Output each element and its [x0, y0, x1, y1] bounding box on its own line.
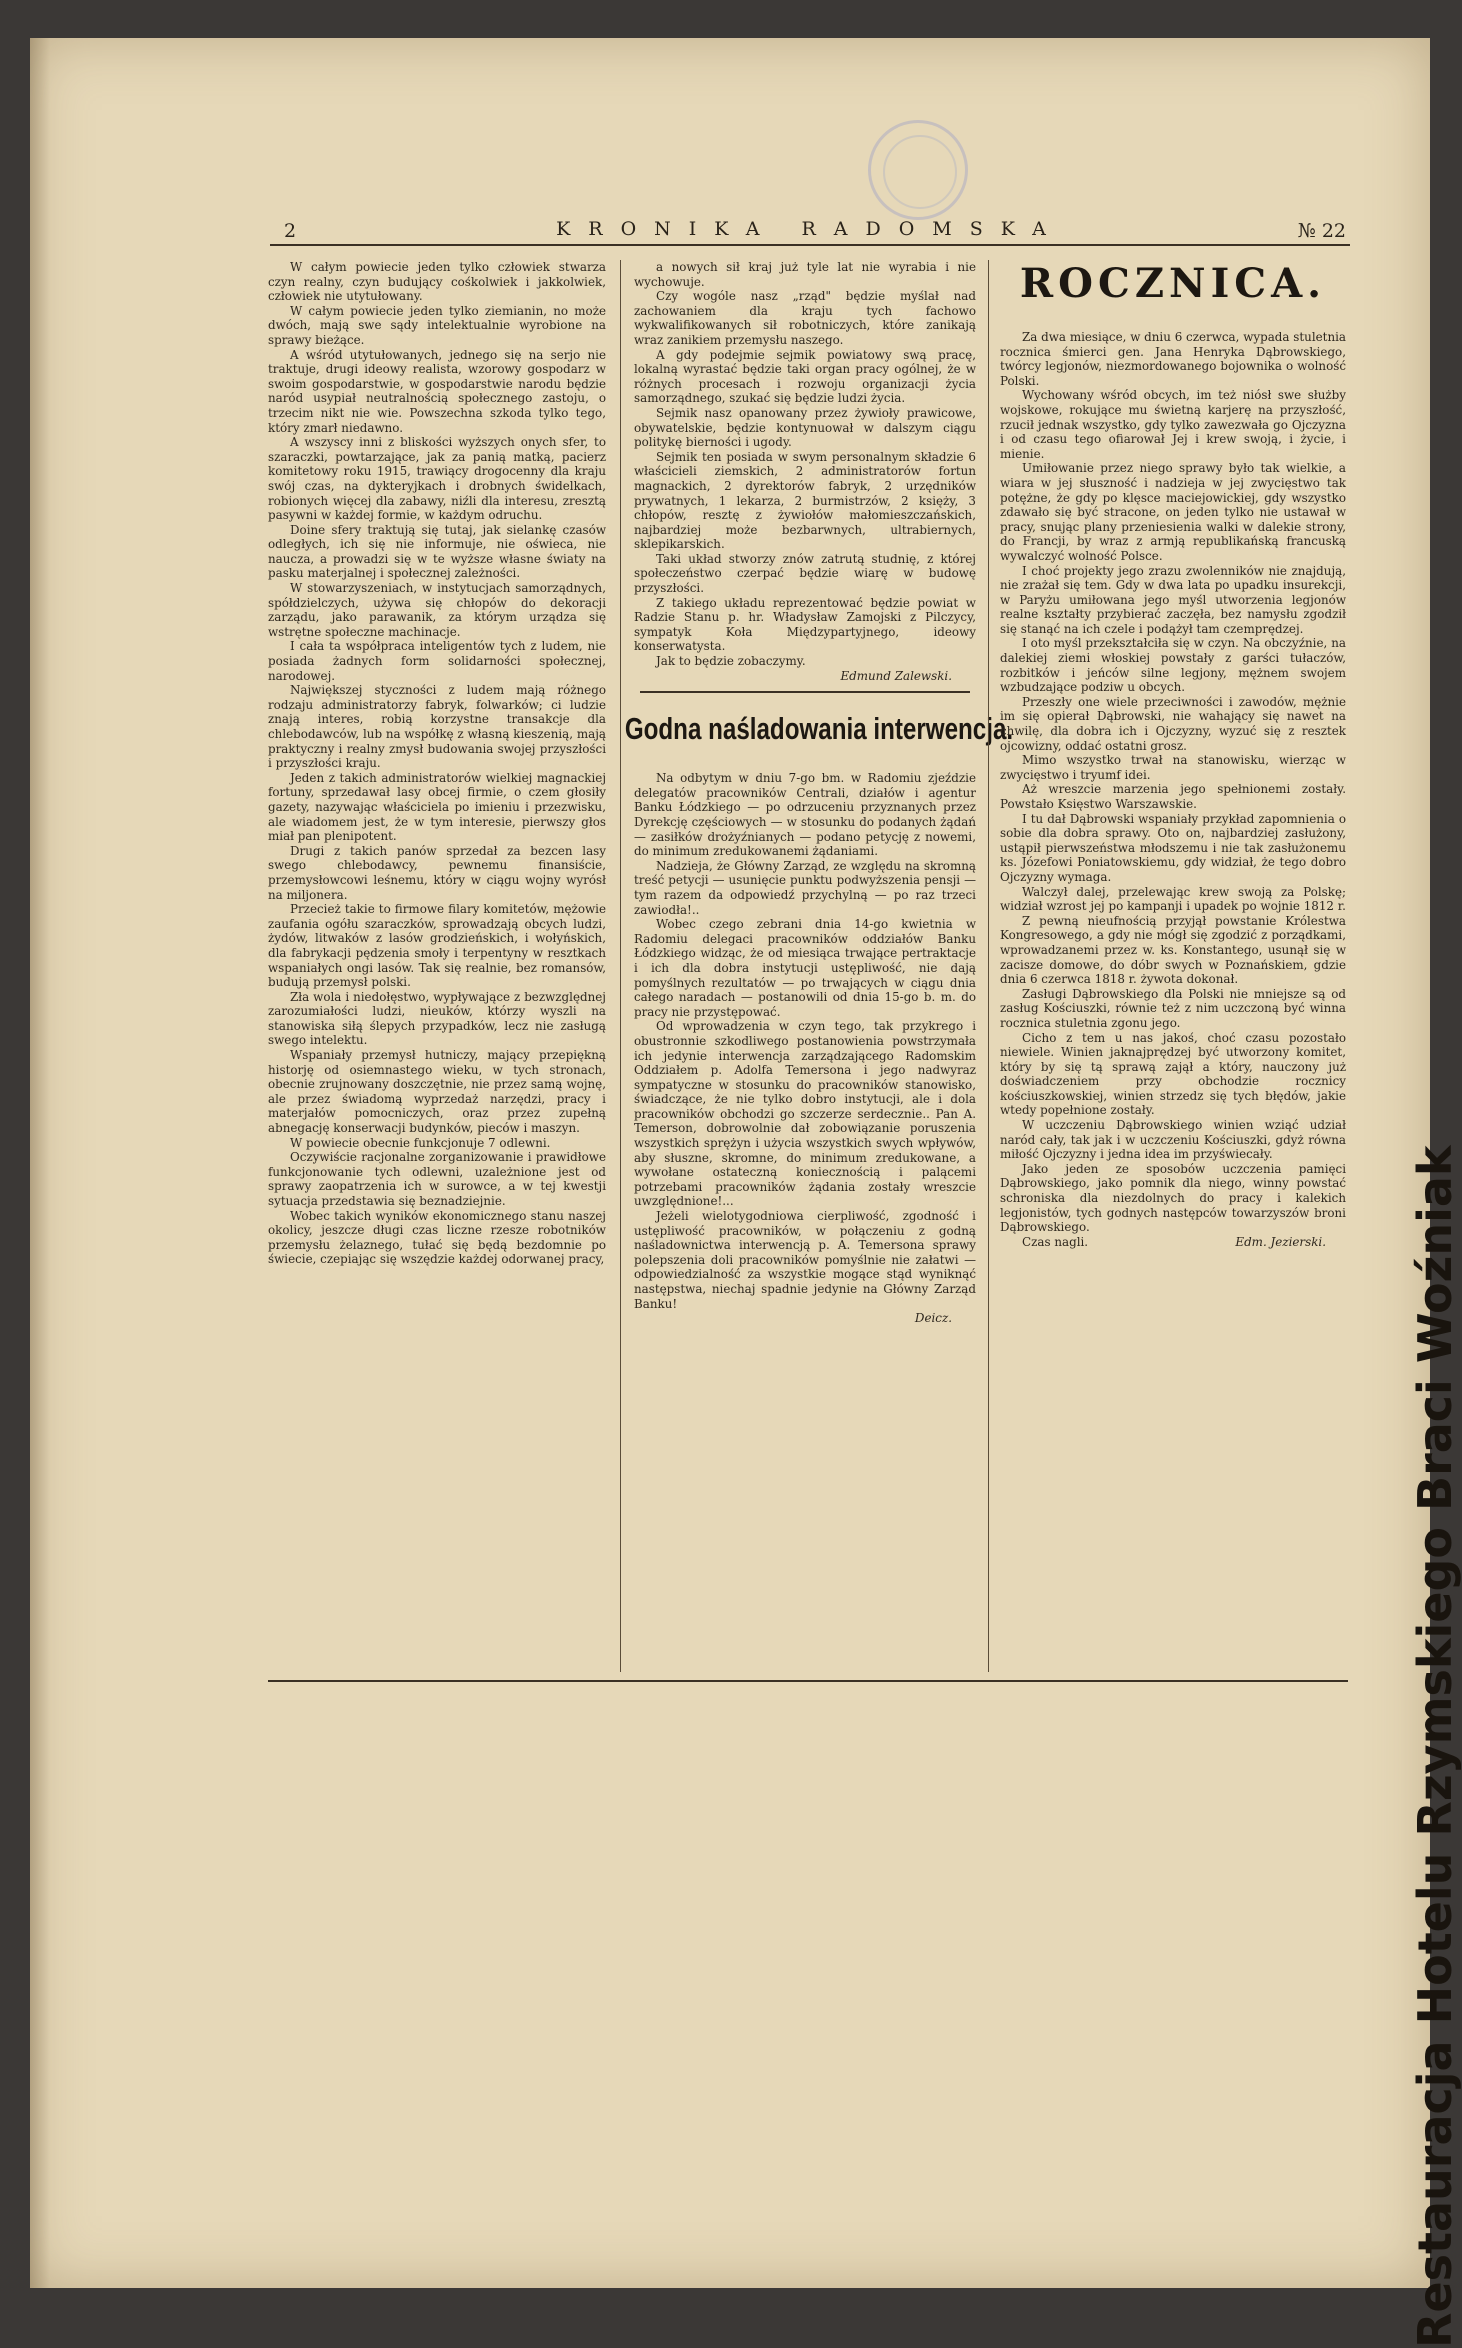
article-signature: Deicz.	[914, 1311, 952, 1326]
paragraph: W powiecie obecnie funkcjonuje 7 odlewni.	[290, 1135, 551, 1150]
paragraph: Od wprowadzenia w czyn tego, tak przykrego i obustronnie szkodliwego postanowienia powstrzymała ich jedynie interwencja zarządzającego Radomskim Oddziałem p. Adolfa Temersona i jego nadwyraz sympatyczne w stosunku do pracowników stanowisko, świadczące, że nie tylko dobro instytucji, ale i dola pracowników obchodzi go szczerze serdecznie.. Pan A. Temerson, dobrowolnie dał zobowiązanie poruszenia wszystkich sprężyn i użycia wszystkich swych wpływów, aby słuszne, skromne, do minimum zredukowane, a wywołane ostateczną koniecznością i palącemi potrzebami pracowników żądania zostały wreszcie uwzględnione!...	[634, 1019, 976, 1209]
paragraph: Oczywiście racjonalne zorganizowanie i prawidłowe funkcjonowanie tych odlewni, uzależnione jest od sprawy zaopatrzenia ich w surowce, a w tej kwestji sytuacja przedstawia się beznadziejnie.	[268, 1150, 606, 1208]
article-separator	[640, 691, 970, 693]
paragraph: I oto myśl przekształciła się w czyn. Na obczyźnie, na dalekiej ziemi włoskiej powstały z garści tułaczów, rozbitków i jeńców silne legjony, mężnem swojem wzbudzające podziw u obcych.	[1000, 636, 1346, 695]
column-divider	[620, 260, 621, 1672]
article-signature: Edmund Zalewski.	[840, 668, 952, 683]
paragraph: Jeżeli wielotygodniowa cierpliwość, zgodność i ustępliwość pracowników, w połączeniu z godną naśladownictwa interwencją p. A. Temersona sprawy polepszenia doli pracowników pomyślnie nie załatwi — odpowiedzialność za wszystkie mogące stąd wyniknąć następstwa, niechaj spadnie jedynie na Główny Zarząd Banku!	[634, 1209, 976, 1311]
column-middle	[624, 260, 1014, 1680]
paragraph: Największej styczności z ludem mają różnego rodzaju administratorzy fabryk, folwarków; ci ludzie znają interes, robią korzystne transakcje dla chlebodawców, lub na współkę z własną kieszenią, mają praktyczny i realny zmysł budowania swojej przyszłości i przyszłości kraju.	[268, 683, 606, 771]
paragraph: Zasługi Dąbrowskiego dla Polski nie mniejsze są od zasług Kościuszki, równie też z nim uczczoną być winna rocznica stuletnia zgonu jego.	[1000, 986, 1346, 1030]
running-head	[270, 218, 1350, 246]
paragraph: a nowych sił kraj już tyle lat nie wyrabia i nie wychowuje.	[634, 260, 976, 289]
paragraph: W całym powiecie jeden tylko ziemianin, no może dwóch, mają swe sądy intelektualnie wyrobione na sprawy bieżące.	[268, 303, 606, 347]
paragraph: A wszyscy inni z bliskości wyższych onych sfer, to szaraczki, powtarzające, jak za panią matką, pacierz komitetowy roku 1915, trawiący drogocenny dla kraju swój czas, na dykteryjkach i drobnych świdelkach, robionych więcej dla zabawy, niźli dla interesu, zresztą pasywni w każdej formie, w każdym odruchu.	[268, 435, 606, 523]
page-number: 2	[284, 220, 297, 242]
paragraph: I cała ta współpraca inteligentów tych z ludem, nie posiada żadnych form solidarności społecznej, narodowej.	[268, 639, 606, 683]
paragraph: Doine sfery traktują się tutaj, jak sielankę czasów odległych, ich się nie informuje, nie oświeca, nie naucza, a prowadzi się w te wyższe własne światy na pasku materjalnej i społecznej zależności.	[268, 522, 606, 581]
article-headline: Godna naśladowania interwencja.	[624, 711, 1014, 747]
paragraph: Przecież takie to firmowe filary komitetów, mężowie zaufania ogółu szaraczków, sprowadzają obcych ludzi, żydów, litwaków z lasów grodzieńskich, i wołyńskich, dla fabrykacji pędzenia smoły i terpentyny w resztkach wspaniałych ongi lasów. Tak się realnie, bez romansów, budują przemysł polski.	[268, 902, 606, 990]
column-divider	[988, 260, 989, 1672]
paragraph: Wychowany wśród obcych, im też niósł swe służby wojskowe, rokujące mu świetną karjerę na przyszłość, rzucił jednak wszystko, gdy tylko zawezwała go Ojczyzna i od czasu tego ofiarował Jej i krew swoją, i życie, i mienie.	[1000, 388, 1346, 461]
issue-number: № 22	[1297, 220, 1346, 242]
paragraph: W całym powiecie jeden tylko człowiek stwarza czyn realny, czyn budujący cośkolwiek i jakkolwiek, człowiek nie utytułowany.	[268, 260, 606, 304]
closing-text: Czas nagli.	[1022, 1234, 1089, 1249]
paragraph: Przeszły one wiele przeciwności i zawodów, mężnie im się opierał Dąbrowski, nie wahający się nawet na chwilę, dla dobra ich i Ojczyzny, wyzuć się z resztek ojcowizny, oddać ostatni grosz.	[1000, 694, 1346, 753]
paragraph: Walczył dalej, przelewając krew swoją za Polskę; widział wzrost jej po kampanji i upadek po wojnie 1812 r.	[1000, 884, 1346, 914]
paragraph: Jak to będzie zobaczymy.	[656, 654, 806, 669]
paragraph: Jako jeden ze sposobów uczczenia pamięci Dąbrowskiego, jako pomnik dla niego, winny powstać schroniska dla niezdolnych do pracy i kalekich legjonistów, tych godnych następców towarzyszów broni Dąbrowskiego.	[1000, 1161, 1346, 1235]
paragraph: Jeden z takich administratorów wielkiej magnackiej fortuny, sprzedawał lasy obcej firmie, o czem głosiły gazety, nazywając właściciela po imieniu i przezwisku, ale wiadomem jest, że w tym interesie, pierwszy głos miał pan plenipotent.	[268, 770, 606, 844]
paper-title: KRONIKA RADOMSKA	[556, 218, 1064, 240]
article-headline: ROCZNICA.	[1019, 260, 1327, 307]
paragraph: W stowarzyszeniach, w instytucjach samorządnych, spółdzielczych, używa się chłopów do dekoracji zarządu, jako parawanik, za którym urządza się wstrętne społeczne machinacje.	[268, 581, 606, 639]
column-right	[1000, 260, 1346, 1680]
paragraph: Wobec takich wyników ekonomicznego stanu naszej okolicy, jeszcze długi czas liczne rzesze robotników przemysłu żelaznego, tułać się będą bezdomnie po świecie, czepiając się wszędzie każdej odorwanej pracy,	[268, 1208, 606, 1267]
paragraph: Wspaniały przemysł hutniczy, mający przepiękną historję od osiemnastego wieku, w tych stronach, obecnie zrujnowany doszczętnie, nie przez samą wojnę, ale przez świadomą wyprzedaż narzędzi, pracy i materjałów pomocniczych, oraz przez zupełną abnegację konserwacji budynków, pieców i maszyn.	[268, 1048, 606, 1136]
paragraph: A wśród utytułowanych, jednego się na serjo nie traktuje, drugi ideowy realista, wzorowy gospodarz w swoim gospodarstwie, w gospodarstwie narodu będzie naród usypiał neutralnością społecznego zastoju, o trzecim nikt nie wie. Powszechna szkoda tylko tego, który zmarł niedawno.	[268, 347, 606, 435]
column-left	[268, 260, 606, 1680]
paragraph: Czy wogóle nasz „rząd" będzie myślał nad zachowaniem dla kraju tych fachowo wykwalifikowanych sił robotniczych, które zanikają wraz zanikiem przemysłu naszego.	[634, 289, 976, 347]
article-body	[634, 771, 976, 1326]
paragraph: Drugi z takich panów sprzedał za bezcen lasy swego chlebodawcy, pewnemu finansiście, przemysłowcowi leśnemu, który w ciągu wojny wyrósł na miljonera.	[268, 843, 606, 902]
paragraph: Sejmik ten posiada w swym personalnym składzie 6 właścicieli ziemskich, 2 administratorów fortun magnackich, 2 dyrektorów fabryk, 2 urzędników prywatnych, 1 lekarza, 2 burmistrzów, 2 księży, 3 chłopów, resztę z żywiołów małomieszczańskich, najbardziej może bezbarwnych, ultrabiernych, sklepikarskich.	[634, 449, 976, 552]
paragraph: I choć projekty jego zrazu zwolenników nie znajdują, nie zrażał się tem. Gdy w dwa lata po upadku insurekcji, w Paryżu umiłowana jego myśl utworzenia legjonów realne kształty przybierać zaczęła, bez namysłu zgodził się stanąć na ich czele i podążył tam czemprędzej.	[1000, 563, 1346, 636]
side-headline-vertical: Restauracja Hotelu Rzymskiego Braci Woźniak	[1408, 1145, 1462, 2348]
newspaper-page	[30, 38, 1462, 2348]
paragraph: Za dwa miesiące, w dniu 6 czerwca, wypada stuletnia rocznica śmierci gen. Jana Henryka Dąbrowskiego, twórcy legjonów, niezmordowanego bojownika o wolność Polski.	[1000, 330, 1346, 388]
article-signature: Edm. Jezierski.	[1235, 1234, 1326, 1249]
paragraph: Na odbytym w dniu 7-go bm. w Radomiu zjeździe delegatów pracowników Centrali, działów i agentur Banku Łódzkiego — po odrzuceniu przyznanych przez Dyrekcję częściowych — w stosunku do podanych żądań — zasiłków drożyźnianych — podano petycję z nowemi, do minimum zredukowanemi żądaniami.	[634, 771, 976, 859]
paragraph: Umiłowanie przez niego sprawy było tak wielkie, a wiara w jej słuszność i nadzieja w jej zwycięstwo tak potężne, że gdy po klęsce maciejowickiej, gdy wszystko zdawało się być stracone, on jeden tylko nie ustawał w pracy, snując plany przeniesienia walki w dalekie strony, do Francji, by wraz z armją republikańską francuską wywalczyć wolność Polsce.	[1000, 461, 1346, 563]
paragraph: I tu dał Dąbrowski wspaniały przykład zapomnienia o sobie dla dobra sprawy. Oto on, najbardziej zasłużony, ustąpił pierwszeństwa młodszemu i nie tak zasłużonemu ks. Józefowi Poniatowskiemu, gdy widział, że tego dobro Ojczyzny wymaga.	[1000, 811, 1346, 884]
footer-rule	[268, 1680, 1348, 1682]
paragraph: Wobec czego zebrani dnia 14-go kwietnia w Radomiu delegaci pracowników oddziałów Banku Łódzkiego widząc, że od miesiąca trwające pertraktacje i ich dla dobra instytucji ustępliwość, nie dają pomyślnych rezultatów — po trwających w ciągu dnia całego naradach — postanowili od dnia 15-go b. m. do pracy nie przystępować.	[634, 917, 976, 1019]
paragraph: Sejmik nasz opanowany przez żywioły prawicowe, obywatelskie, będzie kontynuował w dalszym ciągu politykę bierności i ugody.	[634, 405, 976, 450]
paragraph: Cicho z tem u nas jakoś, choć czasu pozostało niewiele. Winien jaknajprędzej być utworzony komitet, który by się tą sprawą zajął a który, nauczony już doświadczeniem przy obchodzie rocznicy kościuszkowskiej, winien strzedz się tych błędów, jakie wtedy popełnione zostały.	[1000, 1030, 1346, 1118]
paragraph: Zła wola i niedołęstwo, wypływające z bezwzględnej zarozumiałości ludzi, nieuków, którzy wyszli na stanowiska siłą ślepych przypadków, lecz nie zasługą swego intelektu.	[268, 989, 606, 1048]
paragraph: W uczczeniu Dąbrowskiego winien wziąć udział naród cały, tak jak i w uczczeniu Kościuszki, gdyż równa miłość Ojczyzny i jedna idea im przyświecały.	[1000, 1118, 1346, 1162]
paragraph: Taki układ stworzy znów zatrutą studnię, z której społeczeństwo czerpać będzie wiarę w budowę przyszłości.	[634, 551, 976, 596]
article-body	[1000, 330, 1346, 1235]
paragraph: Z pewną nieufnością przyjął powstanie Królestwa Kongresowego, a gdy nie mógł się zgodzić z porządkami, wprowadzanemi przez w. ks. Konstantego, usunął się w zacisze domowe, do dóbr swych w Poznańskiem, gdzie dnia 6 czerwca 1818 r. żywota dokonał.	[1000, 913, 1346, 987]
paragraph: Mimo wszystko trwał na stanowisku, wierząc w zwycięstwo i tryumf idei.	[1000, 753, 1346, 782]
article-closing	[1000, 1235, 1346, 1250]
library-stamp	[868, 120, 968, 220]
header-rule	[270, 244, 1350, 246]
paragraph: Aż wreszcie marzenia jego spełnionemi zostały. Powstało Księstwo Warszawskie.	[1000, 782, 1346, 811]
paragraph: A gdy podejmie sejmik powiatowy swą pracę, lokalną wyrastać będzie taki organ pracy ogólnej, że w różnych procesach i rozwoju organizacji życia samorządnego, szukać się będzie ludzi życia.	[634, 347, 976, 406]
article-continuation	[634, 260, 976, 669]
paragraph: Z takiego układu reprezentować będzie powiat w Radzie Stanu p. hr. Władysław Zamojski z Pilczycy, sympatyk Koła Międzypartyjnego, ideowy konserwatysta.	[634, 595, 976, 654]
paragraph: Nadzieja, że Główny Zarząd, ze względu na skromną treść petycji — usunięcie punktu podwyższenia pensji — tym razem da odpowiedź przychylną — po raz trzeci zawiodła!..	[634, 858, 976, 917]
